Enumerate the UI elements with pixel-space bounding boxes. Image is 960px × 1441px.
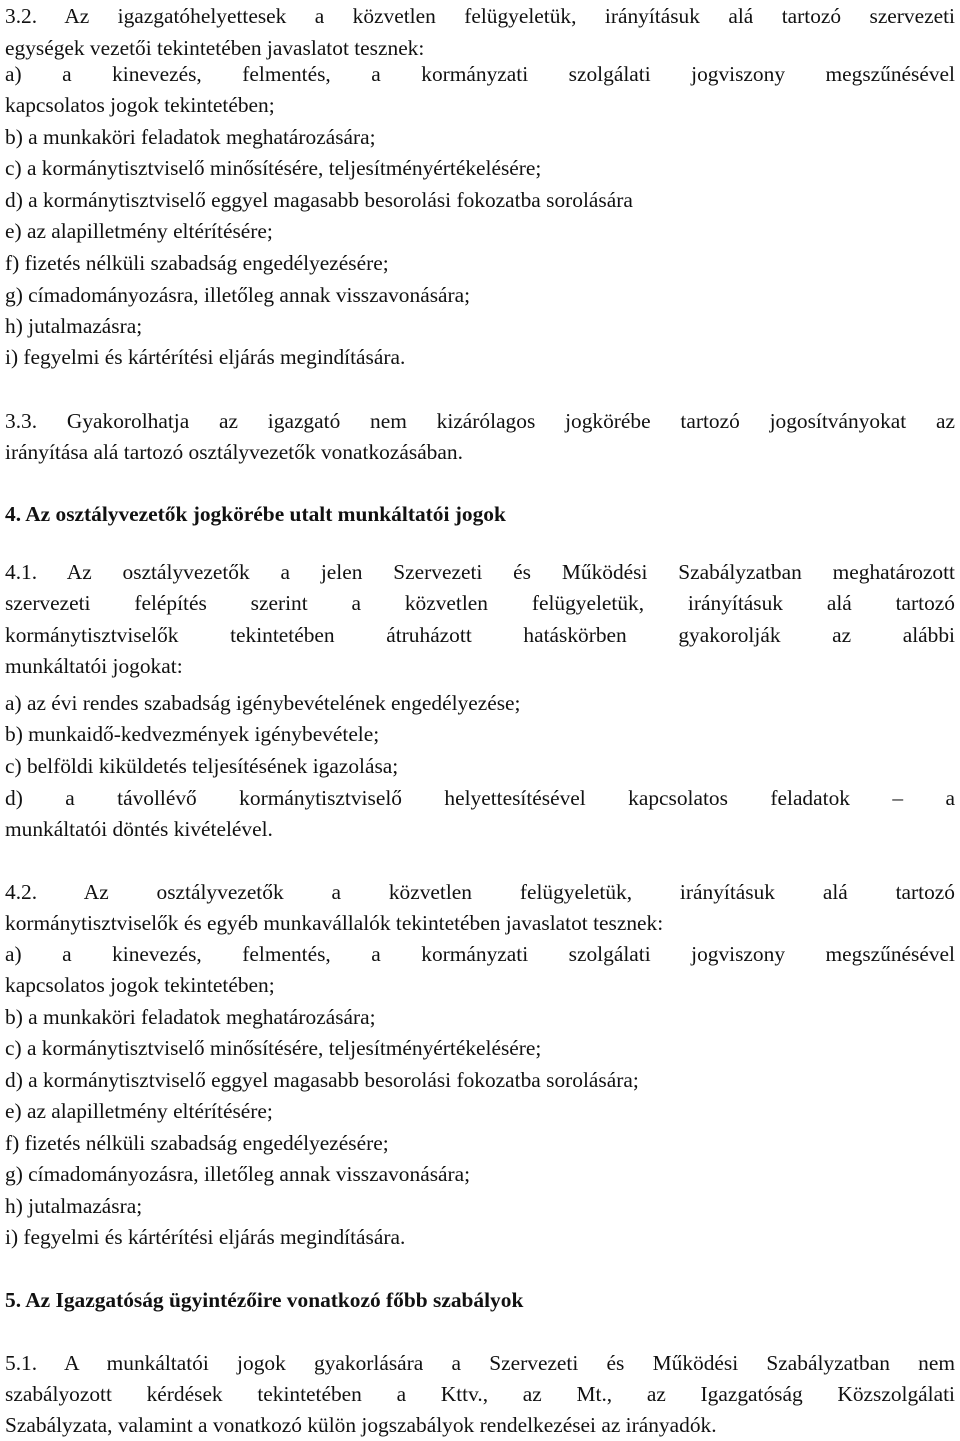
paragraph-5-1-line: 5.1. A munkáltatói jogok gyakorlására a Szervezeti és Működési Szabályzatban nem (5, 1351, 955, 1375)
paragraph-5-1-line: Szabályzata, valamint a vonatkozó külön jogszabályok rendelkezései az irányadók. (5, 1413, 717, 1437)
list-item: c) a kormánytisztviselő minősítésére, teljesítményértékelésére; (5, 156, 542, 180)
list-item-line: a) a kinevezés, felmentés, a kormányzati szolgálati jogviszony megszűnésével (5, 942, 955, 966)
list-item-line: kapcsolatos jogok tekintetében; (5, 93, 275, 117)
list-item: g) címadományozásra, illetőleg annak visszavonására; (5, 283, 471, 307)
list-item-line: d) a távollévő kormánytisztviselő helyettesítésével kapcsolatos feladatok – a (5, 786, 955, 810)
paragraph-4-1-line: 4.1. Az osztályvezetők a jelen Szervezeti és Működési Szabályzatban meghatározott (5, 560, 955, 584)
list-item: a) az évi rendes szabadság igénybevételének engedélyezése; (5, 691, 521, 715)
list-item: d) a kormánytisztviselő eggyel magasabb besorolási fokozatba sorolására; (5, 1068, 639, 1092)
paragraph-4-1-line: kormánytisztviselők tekintetében átruházott hatáskörben gyakorolják az alábbi (5, 623, 955, 647)
paragraph-3-3-line: irányítása alá tartozó osztályvezetők vonatkozásában. (5, 440, 463, 464)
list-item: b) a munkaköri feladatok meghatározására; (5, 125, 376, 149)
list-item: g) címadományozásra, illetőleg annak visszavonására; (5, 1162, 471, 1186)
section-heading-4: 4. Az osztályvezetők jogkörébe utalt munkáltatói jogok (5, 502, 506, 526)
list-item-line: kapcsolatos jogok tekintetében; (5, 973, 275, 997)
list-item: i) fegyelmi és kártérítési eljárás megindítására. (5, 345, 406, 369)
paragraph-4-2-line: kormánytisztviselők és egyéb munkavállalók tekintetében javaslatot tesznek: (5, 911, 664, 935)
list-item-line: a) a kinevezés, felmentés, a kormányzati szolgálati jogviszony megszűnésével (5, 62, 955, 86)
list-item: d) a kormánytisztviselő eggyel magasabb besorolási fokozatba sorolására (5, 188, 633, 212)
paragraph-4-1-line: munkáltatói jogokat: (5, 654, 183, 678)
paragraph-4-2-line: 4.2. Az osztályvezetők a közvetlen felügyeletük, irányításuk alá tartozó (5, 880, 955, 904)
paragraph-4-1-line: szervezeti felépítés szerint a közvetlen felügyeletük, irányításuk alá tartozó (5, 591, 955, 615)
list-item-line: munkáltatói döntés kivételével. (5, 817, 273, 841)
list-item: e) az alapilletmény eltérítésére; (5, 219, 273, 243)
list-item: b) munkaidő-kedvezmények igénybevétele; (5, 722, 380, 746)
list-item: e) az alapilletmény eltérítésére; (5, 1099, 273, 1123)
paragraph-5-1-line: szabályozott kérdések tekintetében a Kttv., az Mt., az Igazgatóság Közszolgálati (5, 1382, 955, 1406)
list-item: c) belföldi kiküldetés teljesítésének igazolása; (5, 754, 399, 778)
list-item: f) fizetés nélküli szabadság engedélyezésére; (5, 251, 389, 275)
list-item: h) jutalmazásra; (5, 1194, 143, 1218)
paragraph-3-2-line: egységek vezetői tekintetében javaslatot tesznek: (5, 36, 425, 60)
paragraph-3-3-line: 3.3. Gyakorolhatja az igazgató nem kizárólagos jogkörébe tartozó jogosítványokat az (5, 409, 955, 433)
list-item: f) fizetés nélküli szabadság engedélyezésére; (5, 1131, 389, 1155)
list-item: b) a munkaköri feladatok meghatározására; (5, 1005, 376, 1029)
section-heading-5: 5. Az Igazgatóság ügyintézőire vonatkozó főbb szabályok (5, 1288, 524, 1312)
list-item: h) jutalmazásra; (5, 314, 143, 338)
paragraph-3-2-line: 3.2. Az igazgatóhelyettesek a közvetlen felügyeletük, irányításuk alá tartozó szervezeti (5, 4, 955, 28)
list-item: c) a kormánytisztviselő minősítésére, teljesítményértékelésére; (5, 1036, 542, 1060)
list-item: i) fegyelmi és kártérítési eljárás megindítására. (5, 1225, 406, 1249)
